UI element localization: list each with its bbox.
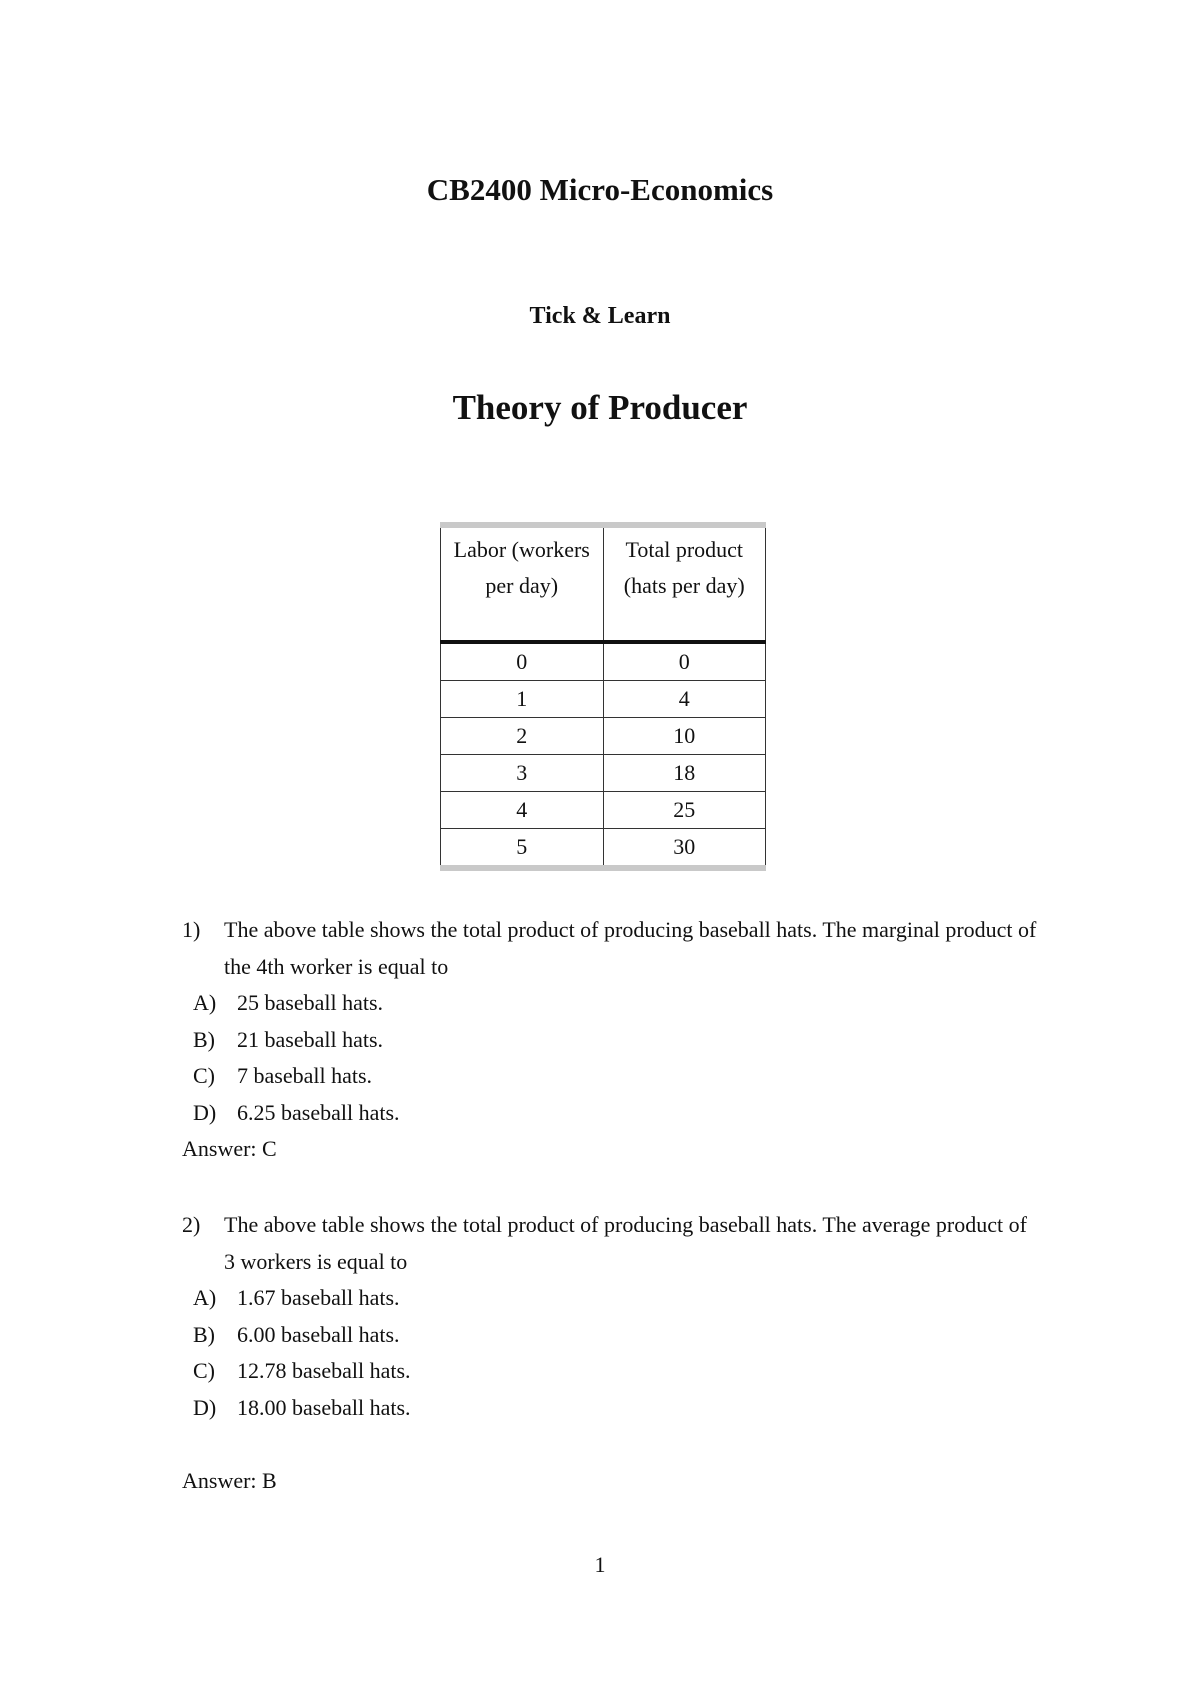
option-text: 1.67 baseball hats. [237, 1285, 400, 1310]
table-row [441, 681, 766, 718]
question-number: 1) [182, 917, 201, 942]
table-cell-total-product: 30 [603, 829, 766, 869]
option-text: 18.00 baseball hats. [237, 1394, 411, 1420]
option-letter: A) [193, 1285, 217, 1310]
question-text: The above table shows the total product of producing baseball hats. The marginal product of the 4th worker is equal to [224, 917, 1037, 979]
table-cell-total-product: 25 [603, 792, 766, 829]
table-cell-total-product: 0 [603, 642, 766, 681]
production-table-container [440, 522, 766, 871]
table-row [441, 829, 766, 869]
option-text: 7 baseball hats. [237, 1063, 373, 1088]
table-cell-labor: 5 [441, 829, 604, 869]
answer-option [182, 1353, 1042, 1390]
option-letter: A) [193, 990, 217, 1015]
answer-option [182, 1280, 1042, 1317]
question-2 [182, 1207, 1042, 1426]
answer-key-1: Answer: C [182, 1136, 277, 1161]
production-table [440, 522, 766, 871]
option-text: 21 baseball hats. [237, 1026, 384, 1052]
table-header-labor: Labor (workers per day) [441, 525, 604, 642]
answer-option [182, 1317, 1042, 1354]
option-text: 6.25 baseball hats. [237, 1099, 400, 1125]
answer-key-2: Answer: B [182, 1468, 277, 1493]
question-number: 2) [182, 1212, 201, 1237]
table-cell-labor: 0 [441, 642, 604, 681]
option-text: 6.00 baseball hats. [237, 1321, 400, 1347]
option-text: 25 baseball hats. [237, 990, 384, 1015]
option-letter: B) [193, 1321, 215, 1347]
table-header-total-product: Total product (hats per day) [603, 525, 766, 642]
table-cell-labor: 1 [441, 681, 604, 718]
table-row [441, 718, 766, 755]
option-letter: C) [193, 1358, 215, 1383]
table-row [441, 792, 766, 829]
table-header-row [441, 525, 766, 642]
question-text: The above table shows the total product of producing baseball hats. The average product of 3 workers is equal to [224, 1212, 1027, 1274]
option-letter: C) [193, 1063, 215, 1088]
document-subtitle: Tick & Learn [529, 303, 671, 329]
option-letter: B) [193, 1026, 215, 1052]
table-cell-total-product: 4 [603, 681, 766, 718]
page-number: 1 [594, 1552, 606, 1577]
table-cell-labor: 2 [441, 718, 604, 755]
table-cell-total-product: 18 [603, 755, 766, 792]
option-letter: D) [193, 1394, 217, 1420]
table-cell-total-product: 10 [603, 718, 766, 755]
topic-title: Theory of Producer [452, 388, 748, 427]
question-1 [182, 912, 1042, 1131]
option-text: 12.78 baseball hats. [237, 1358, 411, 1383]
table-row [441, 642, 766, 681]
table-cell-labor: 3 [441, 755, 604, 792]
answer-option [182, 1058, 1042, 1095]
course-title: CB2400 Micro-Economics [426, 172, 774, 207]
answer-option [182, 1022, 1042, 1059]
option-letter: D) [193, 1099, 217, 1125]
answer-option [182, 985, 1042, 1022]
answer-option [182, 1095, 1042, 1132]
table-cell-labor: 4 [441, 792, 604, 829]
answer-option [182, 1390, 1042, 1427]
table-row [441, 755, 766, 792]
